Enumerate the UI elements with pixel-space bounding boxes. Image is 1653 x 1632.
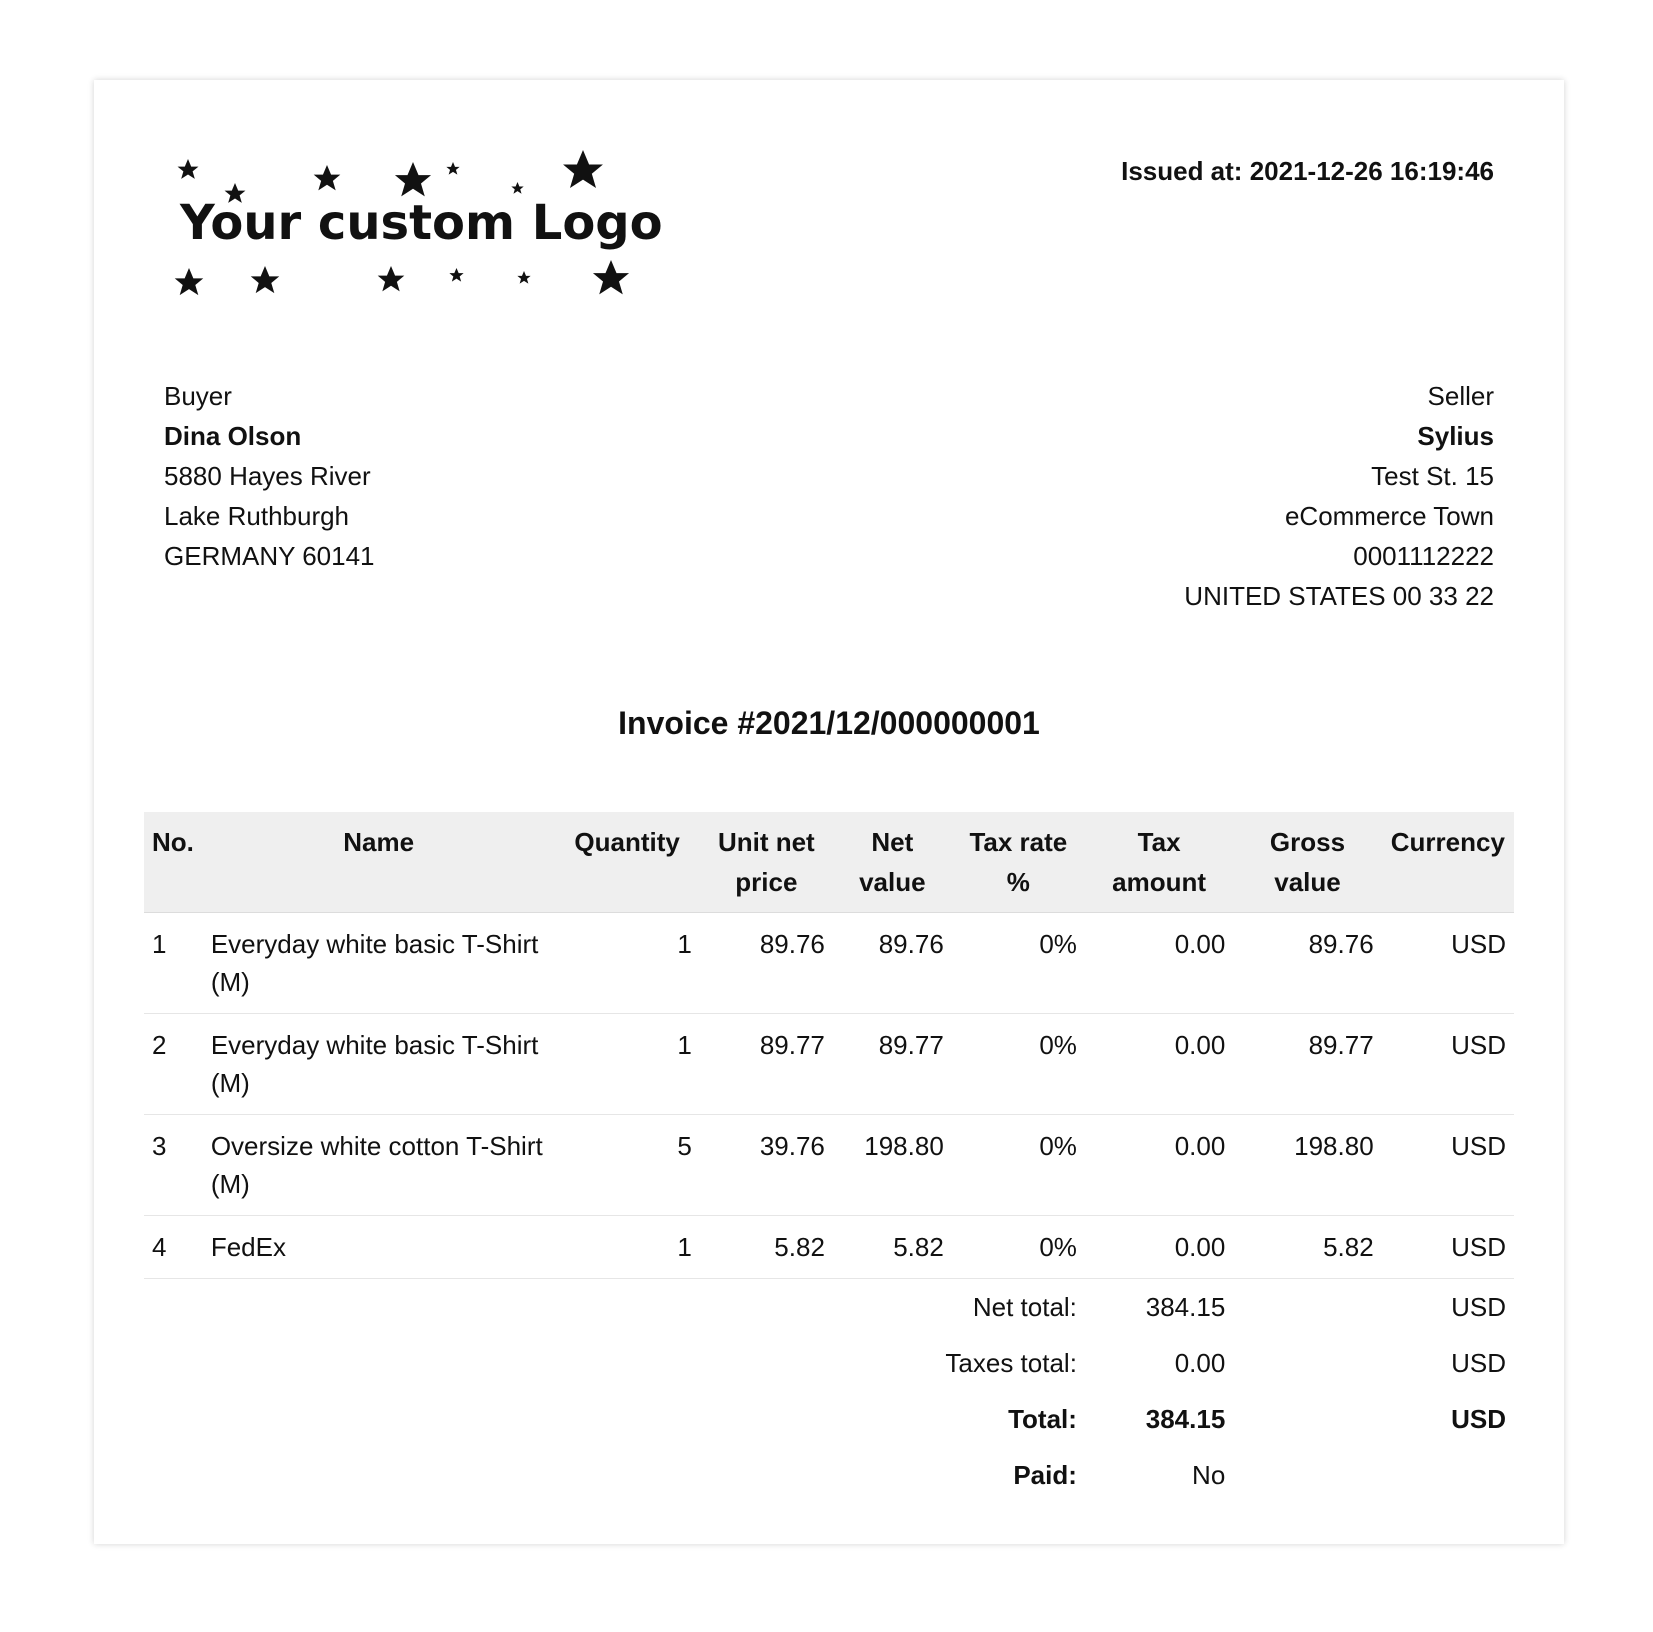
buyer-address-line: Lake Ruthburgh <box>164 501 350 531</box>
cell-unit-net-price: 89.77 <box>700 1014 833 1115</box>
cell-no: 3 <box>144 1115 203 1216</box>
buyer-address-line: 5880 Hayes River <box>164 461 371 491</box>
cell-no: 2 <box>144 1014 203 1115</box>
total-row <box>144 1391 1514 1447</box>
cell-net-value: 198.80 <box>833 1115 952 1216</box>
custom-logo <box>174 150 664 310</box>
seller-address-line: eCommerce Town <box>1284 501 1494 531</box>
table-row <box>144 913 1514 1014</box>
issued-at-label: Issued at: <box>1121 156 1243 186</box>
header-no: No. <box>144 812 203 913</box>
cell-name: Everyday white basic T-Shirt (M) <box>203 913 555 1014</box>
cell-no: 1 <box>144 913 203 1014</box>
net-total-row <box>144 1279 1514 1336</box>
buyer-address-line: GERMANY 60141 <box>164 541 375 571</box>
cell-tax-rate: 0% <box>952 1216 1085 1279</box>
cell-tax-rate: 0% <box>952 1115 1085 1216</box>
paid-row <box>144 1447 1514 1503</box>
net-total-label: Net total: <box>972 1292 1077 1322</box>
net-total-currency: USD <box>1451 1292 1506 1322</box>
buyer-name: Dina Olson <box>164 421 302 451</box>
buyer-heading: Buyer <box>164 381 232 411</box>
cell-unit-net-price: 89.76 <box>700 913 833 1014</box>
cell-currency: USD <box>1382 1014 1514 1115</box>
seller-block <box>1184 376 1494 616</box>
cell-tax-amount: 0.00 <box>1085 913 1233 1014</box>
total-currency: USD <box>1451 1404 1506 1434</box>
cell-net-value: 5.82 <box>833 1216 952 1279</box>
cell-unit-net-price: 39.76 <box>700 1115 833 1216</box>
invoice-document <box>94 80 1564 1544</box>
invoice-title: Invoice #2021/12/000000001 <box>618 705 1040 741</box>
cell-quantity: 1 <box>554 913 699 1014</box>
cell-gross-value: 198.80 <box>1233 1115 1381 1216</box>
paid-label: Paid: <box>1013 1460 1077 1490</box>
seller-address-line: Test St. 15 <box>1371 461 1494 491</box>
header-tax-rate: Tax rate % <box>952 812 1085 913</box>
cell-name: FedEx <box>203 1216 555 1279</box>
cell-currency: USD <box>1382 1216 1514 1279</box>
total-value: 384.15 <box>1145 1404 1226 1434</box>
cell-no: 4 <box>144 1216 203 1279</box>
header-unit-net-price: Unit net price <box>700 812 833 913</box>
taxes-total-label: Taxes total: <box>945 1348 1077 1378</box>
cell-tax-amount: 0.00 <box>1085 1216 1233 1279</box>
cell-unit-net-price: 5.82 <box>700 1216 833 1279</box>
cell-name: Everyday white basic T-Shirt (M) <box>203 1014 555 1115</box>
seller-name: Sylius <box>1417 421 1494 451</box>
buyer-block <box>164 376 375 576</box>
cell-net-value: 89.76 <box>833 913 952 1014</box>
header-net-value: Net value <box>833 812 952 913</box>
cell-quantity: 5 <box>554 1115 699 1216</box>
table-header-row <box>144 812 1514 913</box>
cell-currency: USD <box>1382 913 1514 1014</box>
header-name: Name <box>203 812 555 913</box>
issued-at <box>1121 156 1494 187</box>
cell-tax-amount: 0.00 <box>1085 1014 1233 1115</box>
logo-text: Your custom Logo <box>180 195 663 251</box>
cell-quantity: 1 <box>554 1014 699 1115</box>
cell-quantity: 1 <box>554 1216 699 1279</box>
total-label: Total: <box>1008 1404 1077 1434</box>
cell-net-value: 89.77 <box>833 1014 952 1115</box>
table-row <box>144 1216 1514 1279</box>
net-total-value: 384.15 <box>1145 1292 1226 1322</box>
cell-gross-value: 89.77 <box>1233 1014 1381 1115</box>
header-gross-value: Gross value <box>1233 812 1381 913</box>
paid-spacer <box>1233 1447 1514 1503</box>
seller-address-line: UNITED STATES 00 33 22 <box>1184 581 1494 611</box>
taxes-total-currency: USD <box>1451 1348 1506 1378</box>
table-row <box>144 1014 1514 1115</box>
taxes-total-value: 0.00 <box>1174 1348 1226 1378</box>
header-currency: Currency <box>1382 812 1514 913</box>
cell-tax-amount: 0.00 <box>1085 1115 1233 1216</box>
paid-value: No <box>1192 1460 1226 1490</box>
cell-gross-value: 5.82 <box>1233 1216 1381 1279</box>
table-row <box>144 1115 1514 1216</box>
taxes-total-row <box>144 1335 1514 1391</box>
seller-address-line: 0001112222 <box>1353 541 1494 571</box>
cell-tax-rate: 0% <box>952 1014 1085 1115</box>
invoice-items-table <box>144 812 1514 1503</box>
issued-at-value: 2021-12-26 16:19:46 <box>1249 156 1494 186</box>
cell-gross-value: 89.76 <box>1233 913 1381 1014</box>
seller-heading: Seller <box>1427 381 1494 411</box>
header-quantity: Quantity <box>554 812 699 913</box>
header-tax-amount: Tax amount <box>1085 812 1233 913</box>
cell-name: Oversize white cotton T-Shirt (M) <box>203 1115 555 1216</box>
star-logo-icon <box>174 150 664 310</box>
cell-currency: USD <box>1382 1115 1514 1216</box>
cell-tax-rate: 0% <box>952 913 1085 1014</box>
